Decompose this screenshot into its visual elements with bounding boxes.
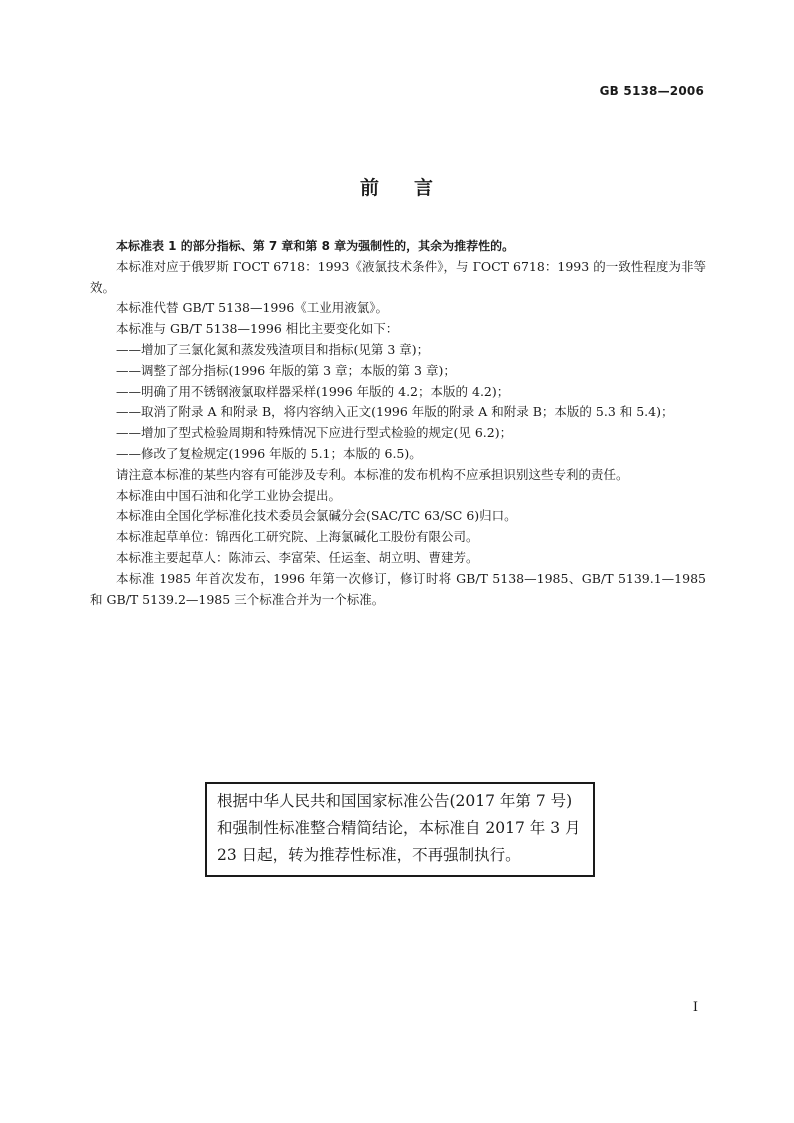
change-item: ——明确了用不锈钢液氯取样器采样(1996 年版的 4.2；本版的 4.2)；: [116, 383, 510, 399]
change-item: ——调整了部分指标(1996 年版的第 3 章；本版的第 3 章)；: [116, 362, 456, 378]
page-number: I: [692, 1000, 698, 1015]
paragraph-proposer: 本标准由中国石油和化学工业协会提出。: [116, 487, 342, 503]
foreword-body: [90, 236, 706, 610]
change-item: ——增加了三氯化氮和蒸发残渣项目和指标(见第 3 章)；: [116, 341, 430, 357]
paragraph-committee: 本标准由全国化学标准化技术委员会氯碱分会(SAC/TC 63/SC 6)归口。: [116, 508, 517, 524]
paragraph-replaces: 本标准代替 GB/T 5138—1996《工业用液氯》。: [116, 300, 389, 316]
paragraph-drafters: 本标准主要起草人：陈沛云、李富荣、任运奎、胡立明、曹建芳。: [116, 549, 479, 565]
change-item: ——增加了型式检验周期和特殊情况下应进行型式检验的规定(见 6.2)；: [116, 425, 513, 441]
title-part-1: 前: [359, 177, 380, 199]
standard-code: GB 5138—2006: [599, 84, 704, 98]
change-item: ——取消了附录 A 和附录 B，将内容纳入正文(1996 年版的附录 A 和附录 B；本版的 5.3 和 5.4)；: [116, 404, 674, 420]
paragraph-drafting-units: 本标准起草单位：锦西化工研究院、上海氯碱化工股份有限公司。: [116, 529, 479, 545]
paragraph-patent-notice: 请注意本标准的某些内容有可能涉及专利。本标准的发布机构不应承担识别这些专利的责任。: [116, 466, 629, 482]
status-notice-box: 根据中华人民共和国国家标准公告(2017 年第 7 号)和强制性标准整合精简结论，本标准自 2017 年 3 月 23 日起，转为推荐性标准，不再强制执行。: [205, 782, 595, 877]
page-title: [0, 173, 794, 200]
paragraph-mandatory-scope: 本标准表 1 的部分指标、第 7 章和第 8 章为强制性的，其余为推荐性的。: [116, 239, 515, 253]
paragraph-history: 本标准 1985 年首次发布，1996 年第一次修订，修订时将 GB/T 5138—1985、GB/T 5139.1—1985 和 GB/T 5139.2—1985 三个标准合并为一个标准。: [90, 570, 706, 607]
paragraph-changes-intro: 本标准与 GB/T 5138—1996 相比主要变化如下：: [116, 321, 399, 337]
title-part-2: 言: [414, 177, 435, 199]
paragraph-equivalence: 本标准对应于俄罗斯 ГОСТ 6718：1993《液氯技术条件》，与 ГОСТ 6718：1993 的一致性程度为非等效。: [90, 258, 706, 295]
change-item: ——修改了复检规定(1996 年版的 5.1；本版的 6.5)。: [116, 445, 422, 461]
